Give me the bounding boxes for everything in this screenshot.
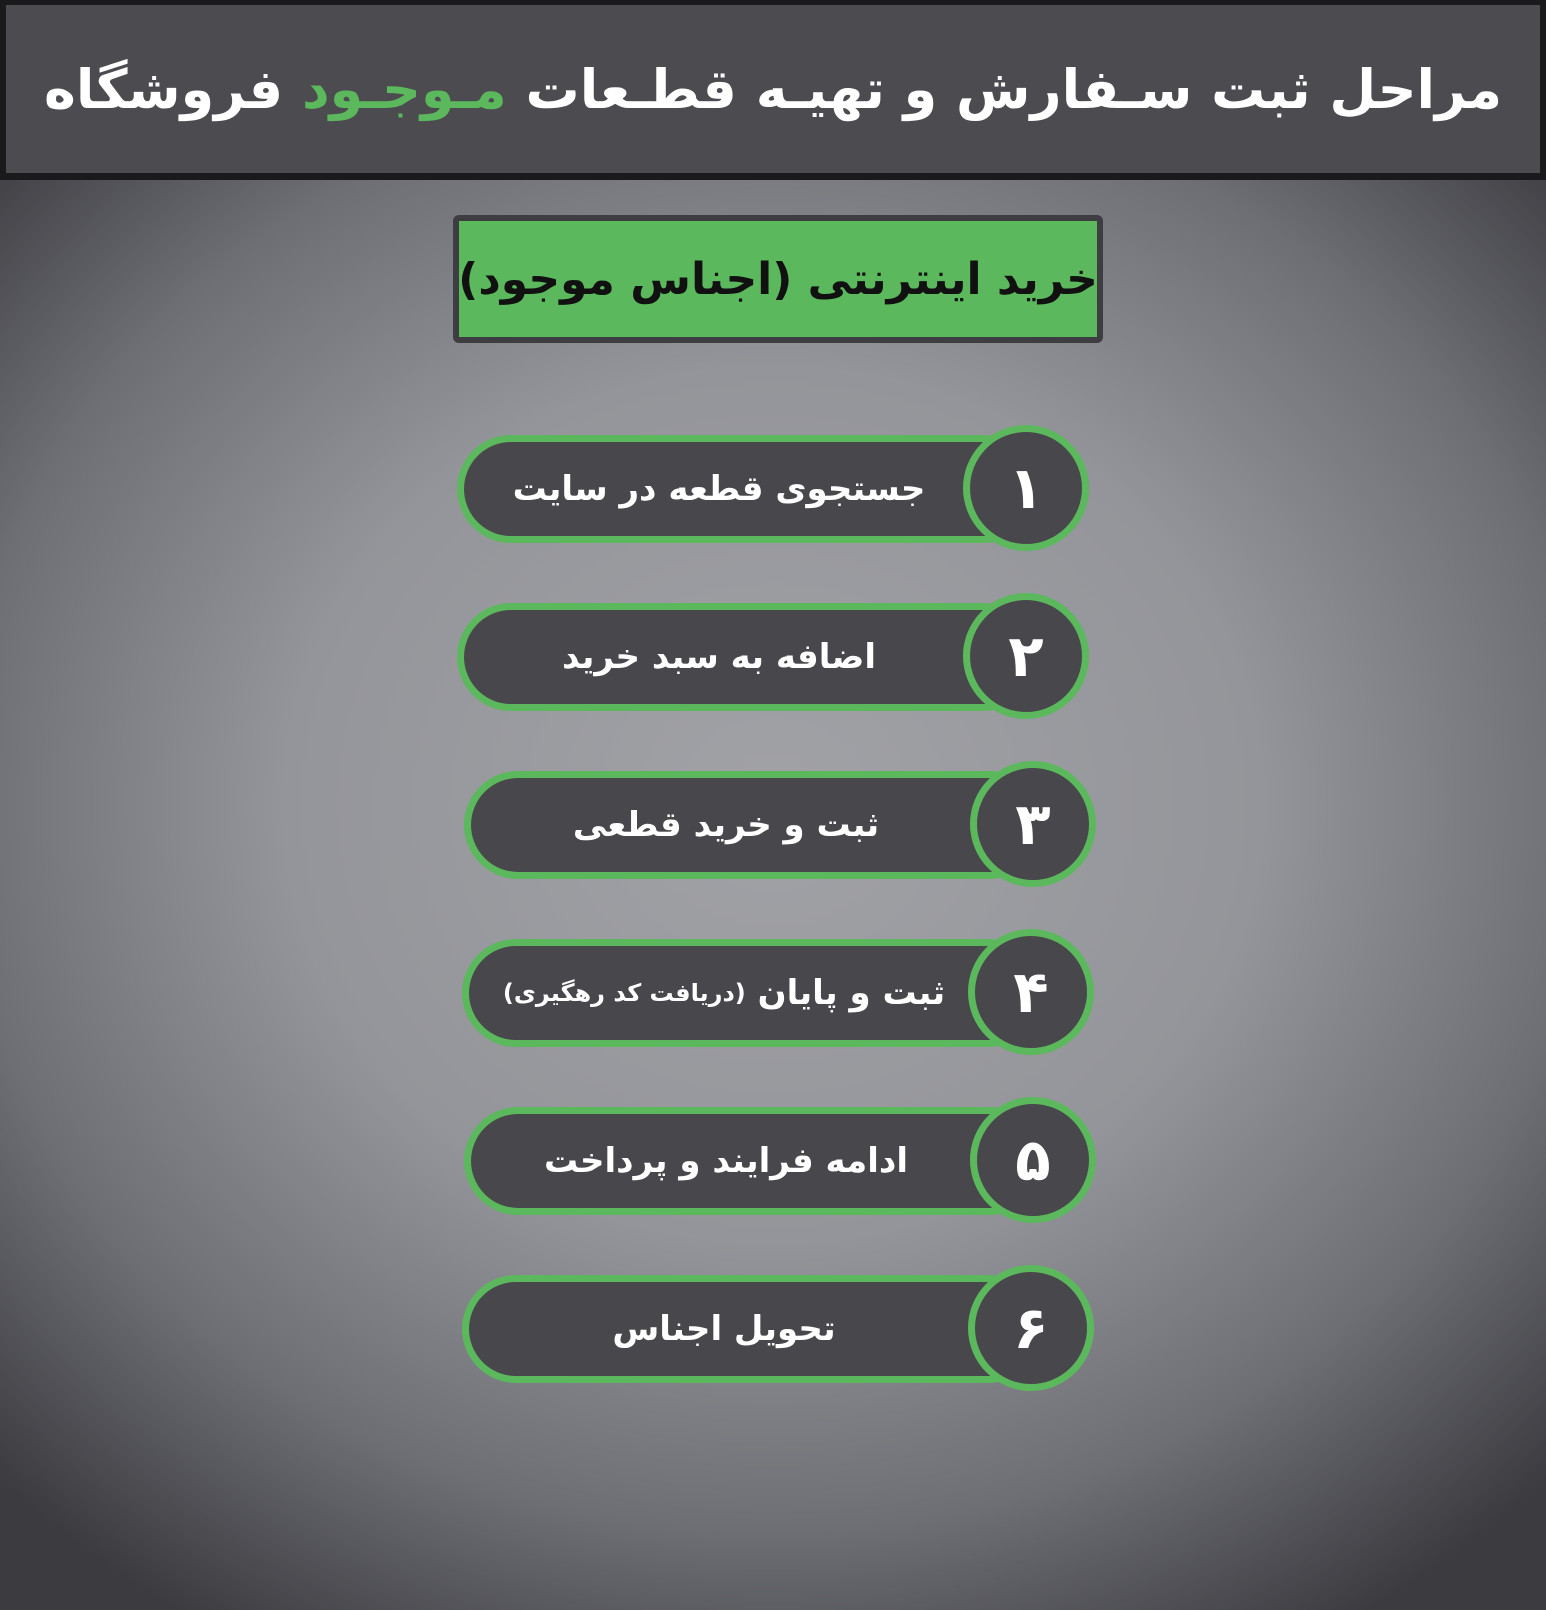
title-text-start: مراحل ثبت سـفارش و تهیـه قطـعات: [525, 57, 1503, 121]
subtitle-box: [453, 215, 1103, 343]
step-number: ۳: [1015, 790, 1051, 858]
step-4: [462, 929, 1094, 1055]
step-label: [489, 946, 959, 1040]
step-label-text: ادامه فرایند و پرداخت: [544, 1141, 908, 1181]
step-number-circle: [970, 761, 1096, 887]
step-label-text: جستجوی قطعه در سایت: [512, 469, 926, 509]
step-1: [457, 425, 1089, 551]
step-number-circle: [970, 1097, 1096, 1223]
step-number-circle: [963, 425, 1089, 551]
step-label: [491, 1114, 961, 1208]
title-text-end: فروشگاه: [43, 57, 284, 121]
step-number-circle: [968, 929, 1094, 1055]
step-label: [489, 1282, 959, 1376]
step-label-text: اضافه به سبد خرید: [561, 637, 877, 677]
step-2: [457, 593, 1089, 719]
step-number: ۲: [1008, 622, 1044, 690]
step-5: [464, 1097, 1096, 1223]
step-pill: [464, 771, 1044, 879]
step-pill: [462, 1275, 1042, 1383]
header-bar: [0, 0, 1546, 180]
step-label-text: تحویل اجناس: [612, 1309, 836, 1349]
step-3: [464, 761, 1096, 887]
step-number: ۴: [1013, 958, 1049, 1026]
header-panel: [6, 5, 1540, 173]
step-pill: [462, 939, 1042, 1047]
step-pill: [457, 435, 1037, 543]
step-6: [462, 1265, 1094, 1391]
step-number: ۱: [1008, 454, 1044, 522]
step-number: ۶: [1013, 1294, 1049, 1362]
subtitle: خرید اینترنتی (اجناس موجود): [458, 253, 1098, 305]
title-highlight: مـوجـود: [301, 57, 507, 121]
step-label: [484, 442, 954, 536]
step-number: ۵: [1015, 1126, 1051, 1194]
step-label: [484, 610, 954, 704]
step-label-note: (دریافت کد رهگیری): [502, 979, 746, 1007]
step-label-text: ثبت و پایان: [757, 973, 946, 1013]
step-number-circle: [963, 593, 1089, 719]
step-label-text: ثبت و خرید قطعی: [572, 805, 880, 845]
step-number-circle: [968, 1265, 1094, 1391]
page-title: [44, 58, 1502, 121]
step-pill: [464, 1107, 1044, 1215]
step-pill: [457, 603, 1037, 711]
step-label: [491, 778, 961, 872]
